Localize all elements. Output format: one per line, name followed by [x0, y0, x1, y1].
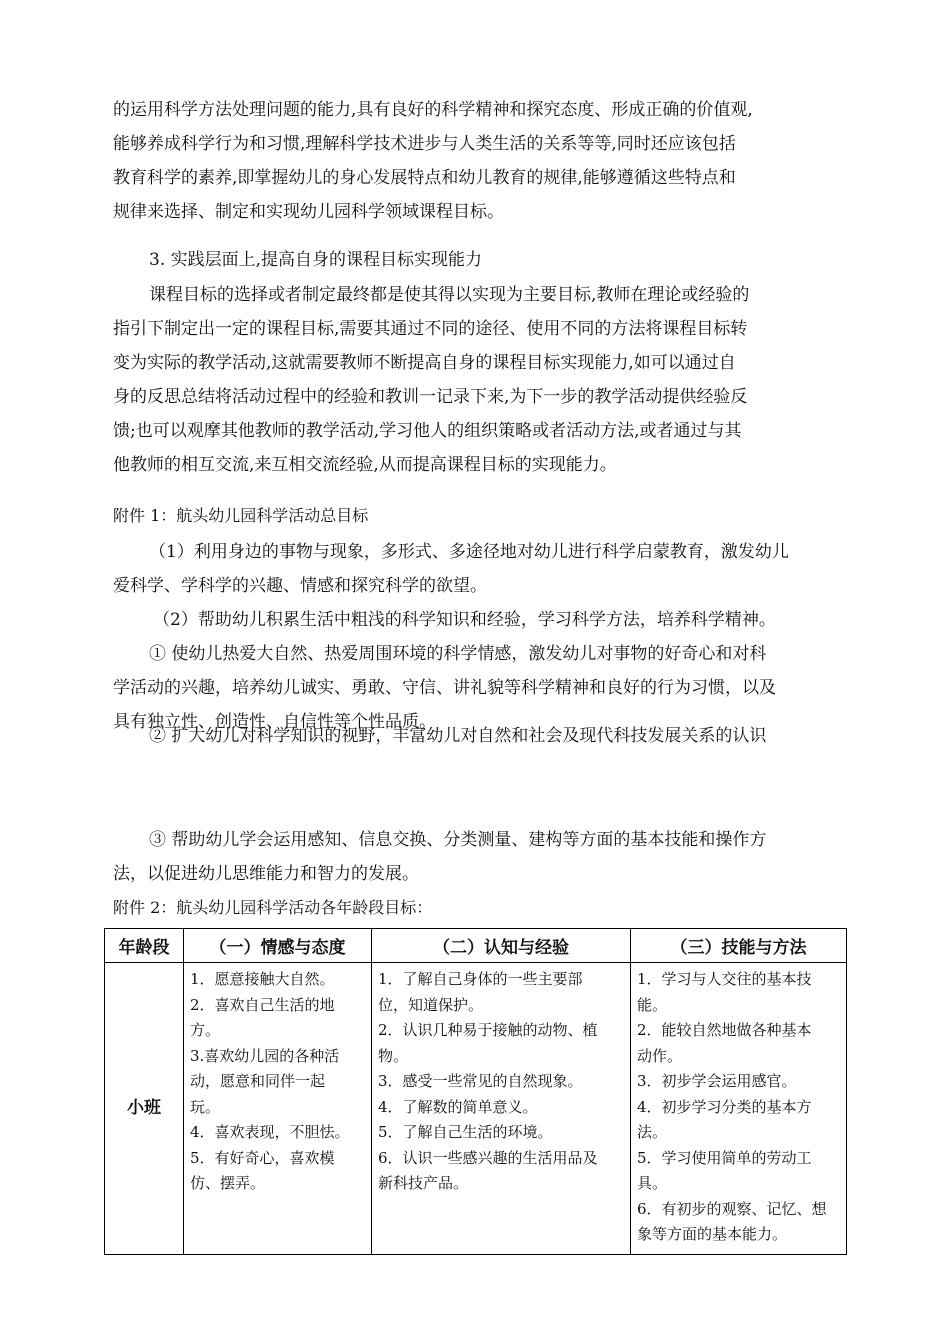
list-item: 4．初步学习分类的基本方 — [637, 1097, 812, 1116]
list-item: 能。 — [637, 995, 668, 1014]
goal-2-c — [113, 823, 841, 891]
goal-2-b — [113, 719, 841, 753]
header-skills-methods: （三）技能与方法 — [631, 929, 847, 963]
text-line: 规律来选择、制定和实现幼儿园科学领域课程目标。 — [113, 202, 504, 222]
goal-2 — [113, 603, 841, 637]
header-cognition-experience: （二）认知与经验 — [372, 929, 631, 963]
table-row — [105, 963, 847, 1255]
list-item: 象等方面的基本能力。 — [637, 1225, 788, 1243]
cognition-experience-cell — [372, 963, 631, 1255]
text-line: 具有独立性、创造性、自信性等个性品质。 — [113, 712, 436, 732]
list-item: 2．认识几种易于接触的动物、植 — [378, 1021, 598, 1039]
list-item: 4．喜欢表现，不胆怯。 — [190, 1123, 350, 1141]
text-line: （1）利用身边的事物与现象，多形式、多途径地对幼儿进行科学启蒙教育，激发幼儿 — [149, 542, 789, 562]
age-group-cell: 小班 — [105, 963, 184, 1255]
list-item: 5．有好奇心，喜欢模 — [190, 1148, 335, 1167]
text-line: 他教师的相互交流,来互相交流经验,从而提高课程目标的实现能力。 — [113, 455, 617, 475]
list-item: 5．了解自己生活的环境。 — [378, 1123, 553, 1141]
text-line: 能够养成科学行为和习惯,理解科学技术进步与人类生活的关系等等,同时还应该包括 — [113, 134, 736, 154]
attachment-2-title: 附件 2：航头幼儿园科学活动各年龄段目标： — [113, 898, 433, 917]
text-line: 指引下制定出一定的课程目标,需要其通过不同的途径、使用不同的方法将课程目标转 — [113, 319, 748, 339]
paragraph-scientific-literacy — [113, 93, 841, 229]
list-item: 3.喜欢幼儿园的各种活 — [190, 1046, 340, 1065]
header-emotion-attitude: （一）情感与态度 — [184, 929, 372, 963]
text-line: ③ 帮助幼儿学会运用感知、信息交换、分类测量、建构等方面的基本技能和操作方 — [149, 830, 767, 850]
text-line: （2）帮助幼儿积累生活中粗浅的科学知识和经验，学习科学方法，培养科学精神。 — [153, 610, 776, 630]
text-line: ① 使幼儿热爱大自然、热爱周围环境的科学情感，激发幼儿对事物的好奇心和对科 — [149, 644, 767, 664]
list-item: 物。 — [378, 1046, 409, 1065]
list-item: 动作。 — [637, 1046, 683, 1065]
text-line: 的运用科学方法处理问题的能力,具有良好的科学精神和探究态度、形成正确的价值观, — [113, 100, 753, 120]
list-item: 仿、摆弄。 — [190, 1174, 266, 1192]
list-item: 方。 — [190, 1021, 221, 1039]
list-item: 5．学习使用简单的劳动工 — [637, 1148, 812, 1167]
list-item: 1．学习与人交往的基本技 — [637, 970, 812, 988]
text-line: 变为实际的教学活动,这就需要教师不断提高自身的课程目标实现能力,如可以通过自 — [113, 353, 736, 373]
table-header-row — [105, 929, 847, 963]
list-item: 位，知道保护。 — [378, 995, 484, 1014]
attachment-1-title: 附件 1：航头幼儿园科学活动总目标 — [113, 506, 369, 525]
list-item: 具。 — [637, 1174, 668, 1192]
list-item: 3．感受一些常见的自然现象。 — [378, 1072, 583, 1090]
list-item: 玩。 — [190, 1097, 221, 1116]
text-line: 爱科学、学科学的兴趣、情感和探究科学的欲望。 — [113, 576, 487, 596]
text-line: 学活动的兴趣，培养幼儿诚实、勇敢、守信、讲礼貌等科学精神和良好的行为习惯，以及 — [113, 678, 776, 698]
list-item: 动，愿意和同伴一起 — [190, 1072, 326, 1090]
text-line: 法，以促进幼儿思维能力和智力的发展。 — [113, 864, 419, 884]
list-item: 2．能较自然地做各种基本 — [637, 1021, 812, 1039]
header-age-group: 年龄段 — [105, 929, 184, 963]
heading-practice-level — [113, 243, 841, 277]
list-item: 1．了解自己身体的一些主要部 — [378, 970, 583, 988]
list-item: 6．有初步的观察、记忆、想 — [637, 1199, 827, 1218]
text-line: 教育科学的素养,即掌握幼儿的身心发展特点和幼儿教育的规律,能够遵循这些特点和 — [113, 168, 736, 188]
list-item: 4．了解数的简单意义。 — [378, 1097, 538, 1116]
heading-text: 3. 实践层面上,提高自身的课程目标实现能力 — [149, 250, 483, 270]
list-item: 3．初步学会运用感官。 — [637, 1072, 797, 1090]
list-item: 1．愿意接触大自然。 — [190, 970, 335, 988]
paragraph-practice — [113, 278, 841, 482]
skills-methods-cell — [631, 963, 847, 1255]
goal-1 — [113, 535, 841, 603]
text-line: 馈;也可以观摩其他教师的教学活动,学习他人的组织策略或者活动方法,或者通过与其 — [113, 421, 742, 441]
emotion-attitude-cell — [184, 963, 372, 1255]
text-line: ② 扩大幼儿对科学知识的视野，丰富幼儿对自然和社会及现代科技发展关系的认识 — [149, 726, 767, 746]
text-line: 身的反思总结将活动过程中的经验和教训一记录下来,为下一步的教学活动提供经验反 — [113, 387, 748, 407]
text-line: 课程目标的选择或者制定最终都是使其得以实现为主要目标,教师在理论或经验的 — [149, 285, 750, 305]
list-item: 法。 — [637, 1123, 668, 1141]
age-goals-table — [104, 928, 847, 1255]
list-item: 2．喜欢自己生活的地 — [190, 995, 335, 1014]
list-item: 6．认识一些感兴趣的生活用品及 — [378, 1148, 598, 1167]
list-item: 新科技产品。 — [378, 1174, 469, 1192]
